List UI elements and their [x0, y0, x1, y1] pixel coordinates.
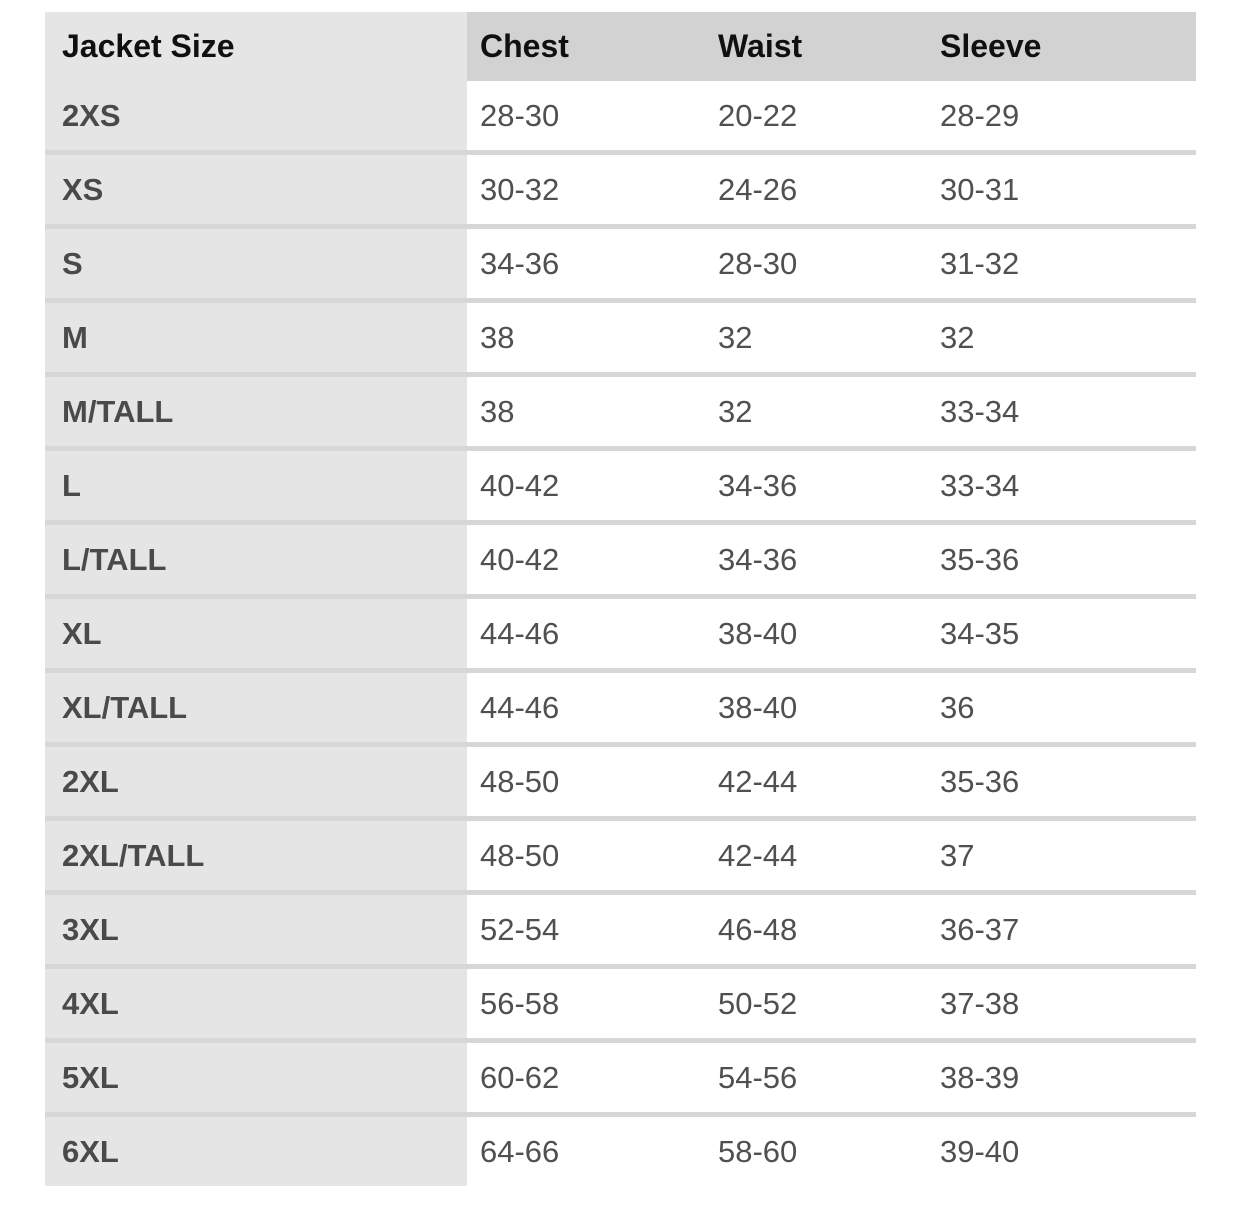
row-value-chest: 30-32	[467, 153, 705, 227]
row-value-waist: 20-22	[705, 81, 927, 153]
row-size-label: S	[45, 227, 467, 301]
row-value-chest: 40-42	[467, 523, 705, 597]
size-table-body	[45, 81, 1196, 1186]
table-row	[45, 1041, 1196, 1115]
row-value-sleeve: 35-36	[927, 523, 1196, 597]
row-size-label: M	[45, 301, 467, 375]
table-row	[45, 967, 1196, 1041]
row-size-label: M/TALL	[45, 375, 467, 449]
row-value-sleeve: 37-38	[927, 967, 1196, 1041]
row-value-sleeve: 30-31	[927, 153, 1196, 227]
row-size-label: 4XL	[45, 967, 467, 1041]
row-value-sleeve: 36-37	[927, 893, 1196, 967]
row-value-sleeve: 36	[927, 671, 1196, 745]
table-row	[45, 819, 1196, 893]
row-value-sleeve: 32	[927, 301, 1196, 375]
row-value-sleeve: 31-32	[927, 227, 1196, 301]
row-value-waist: 34-36	[705, 523, 927, 597]
row-value-waist: 34-36	[705, 449, 927, 523]
column-header-waist: Waist	[705, 12, 927, 81]
table-row	[45, 671, 1196, 745]
column-header-jacket-size: Jacket Size	[45, 12, 467, 81]
row-value-waist: 38-40	[705, 671, 927, 745]
row-value-chest: 48-50	[467, 745, 705, 819]
table-row	[45, 893, 1196, 967]
table-row	[45, 597, 1196, 671]
table-row	[45, 375, 1196, 449]
column-header-sleeve: Sleeve	[927, 12, 1196, 81]
row-size-label: 5XL	[45, 1041, 467, 1115]
row-size-label: L	[45, 449, 467, 523]
row-size-label: L/TALL	[45, 523, 467, 597]
row-value-sleeve: 33-34	[927, 375, 1196, 449]
row-value-chest: 44-46	[467, 597, 705, 671]
row-size-label: 2XS	[45, 81, 467, 153]
row-value-chest: 52-54	[467, 893, 705, 967]
row-value-sleeve: 34-35	[927, 597, 1196, 671]
row-value-waist: 32	[705, 375, 927, 449]
row-value-waist: 58-60	[705, 1115, 927, 1187]
row-value-chest: 40-42	[467, 449, 705, 523]
table-row	[45, 745, 1196, 819]
header-row	[45, 12, 1196, 81]
table-row	[45, 301, 1196, 375]
row-value-chest: 34-36	[467, 227, 705, 301]
table-row	[45, 153, 1196, 227]
row-size-label: XL	[45, 597, 467, 671]
row-value-waist: 32	[705, 301, 927, 375]
jacket-size-chart-table	[45, 12, 1196, 1186]
row-value-waist: 50-52	[705, 967, 927, 1041]
row-value-chest: 60-62	[467, 1041, 705, 1115]
row-value-waist: 42-44	[705, 745, 927, 819]
row-value-chest: 56-58	[467, 967, 705, 1041]
row-value-sleeve: 33-34	[927, 449, 1196, 523]
row-value-waist: 46-48	[705, 893, 927, 967]
row-value-sleeve: 37	[927, 819, 1196, 893]
table-row	[45, 1115, 1196, 1187]
row-size-label: 2XL/TALL	[45, 819, 467, 893]
row-size-label: XL/TALL	[45, 671, 467, 745]
row-value-sleeve: 39-40	[927, 1115, 1196, 1187]
column-header-chest: Chest	[467, 12, 705, 81]
row-value-chest: 64-66	[467, 1115, 705, 1187]
row-value-waist: 28-30	[705, 227, 927, 301]
row-value-chest: 38	[467, 301, 705, 375]
row-value-waist: 42-44	[705, 819, 927, 893]
table-row	[45, 81, 1196, 153]
table-row	[45, 449, 1196, 523]
row-value-waist: 24-26	[705, 153, 927, 227]
row-value-waist: 38-40	[705, 597, 927, 671]
row-value-waist: 54-56	[705, 1041, 927, 1115]
row-size-label: 3XL	[45, 893, 467, 967]
row-size-label: 6XL	[45, 1115, 467, 1187]
row-value-chest: 48-50	[467, 819, 705, 893]
row-size-label: XS	[45, 153, 467, 227]
row-value-sleeve: 38-39	[927, 1041, 1196, 1115]
row-value-chest: 44-46	[467, 671, 705, 745]
row-size-label: 2XL	[45, 745, 467, 819]
table-header	[45, 12, 1196, 81]
row-value-chest: 28-30	[467, 81, 705, 153]
table-row	[45, 523, 1196, 597]
row-value-sleeve: 35-36	[927, 745, 1196, 819]
row-value-sleeve: 28-29	[927, 81, 1196, 153]
row-value-chest: 38	[467, 375, 705, 449]
table-row	[45, 227, 1196, 301]
